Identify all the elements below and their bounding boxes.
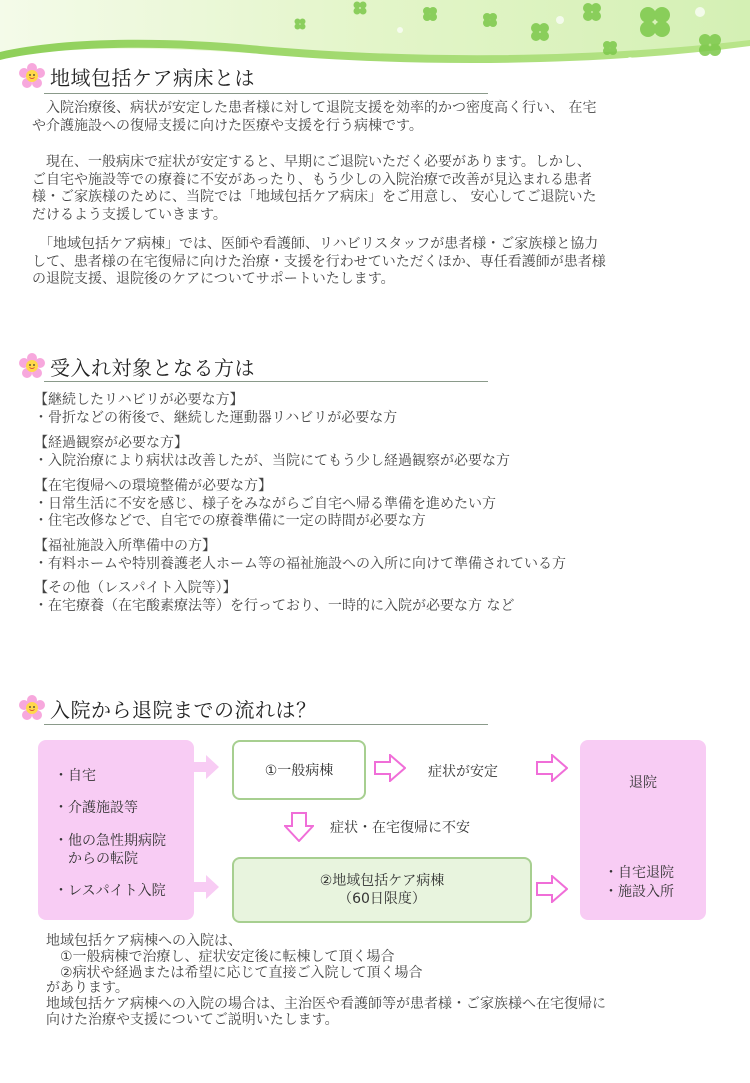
source-respite: ・レスパイト入院	[54, 883, 166, 899]
source-other-hospital-transfer: からの転院	[54, 851, 138, 867]
section3-divider	[44, 724, 488, 725]
section3-title: 入院から退院までの流れは？	[50, 697, 317, 722]
target-group-home-return: 【在宅復帰への環境整備が必要な方】 ・日常生活に不安を感じ、様子をみながらご自宅へ帰る準備を進めたい方 ・住宅改修などで、自宅での療養準備に一定の時間が必要な方	[34, 478, 496, 529]
section1-paragraph-1: 入院治療後、病状が安定した患者様に対して退院支援を効率的かつ密度高く行い、 在宅 や介護施設への復帰支援に向けた医療や支援を行う病棟です。	[32, 100, 597, 134]
discharge-home: ・自宅退院	[604, 865, 674, 881]
arrow-right-icon	[536, 754, 568, 782]
target-group-observation: 【経過観察が必要な方】 ・入院治療により病状は改善したが、当院にてもう少し経過観察が必要な方	[34, 435, 510, 469]
flower-icon	[18, 694, 46, 722]
section1-heading	[18, 60, 255, 92]
stable-label: 症状が安定	[428, 764, 498, 780]
target-group-rehab: 【継続したリハビリが必要な方】 ・骨折などの術後で、継続した運動器リハビリが必要な方	[34, 392, 398, 426]
arrow-right-icon	[194, 875, 220, 899]
source-other-hospital: ・他の急性期病院	[54, 833, 166, 849]
section1-title: 地域包括ケア病床とは	[50, 65, 255, 90]
section1-paragraph-3: 「地域包括ケア病棟」では、医師や看護師、リハビリスタッフが患者様・ご家族様と協力 して、患者様の在宅復帰に向けた治療・支援を行わせていただくほか、専任看護師が患者様 の退院支援、退院後のケアについてサポートいたします。	[32, 236, 606, 287]
flower-icon	[18, 62, 46, 90]
section1-paragraph-2: 現在、一般病床で症状が安定すると、早期にご退院いただく必要があります。しかし、 ご自宅や施設等での療養に不安があったり、もう少しの入院治療で改善が見込まれる患者 様・ご家族様のために、当院では「地域包括ケア病床」をご用意し、 安心してご退院いた だけるよう支援していきます。	[32, 154, 597, 223]
admission-explanation: 地域包括ケア病棟への入院は、 ①一般病棟で治療し、症状安定後に転棟して頂く場合 ②病状や経過または希望に応じて直接ご入院して頂く場合 があります。 地域包括ケア病棟への入院の場合は、主治医や看護師等が患者様・ご家族様へ在宅復帰に 向けた治療や支援についてご説明いたします。	[46, 933, 606, 1028]
arrow-right-icon	[194, 755, 220, 779]
general-ward-label: ①一般病棟	[264, 763, 334, 779]
arrow-right-icon	[374, 754, 406, 782]
section2-heading	[18, 350, 255, 382]
section3-heading	[18, 692, 317, 724]
discharge-facility: ・施設入所	[604, 884, 674, 900]
arrow-right-icon	[536, 875, 568, 903]
source-care-facility: ・介護施設等	[54, 800, 138, 816]
community-care-ward-limit: （60日限度）	[338, 891, 426, 907]
arrow-down-icon	[284, 812, 314, 842]
section2-divider	[44, 381, 488, 382]
section2-title: 受入れ対象となる方は	[50, 355, 255, 380]
section1-divider	[44, 93, 488, 94]
target-group-other: 【その他（レスパイト入院等）】 ・在宅療養（在宅酸素療法等）を行っており、一時的に入院が必要な方 など	[34, 580, 515, 614]
discharge-label: 退院	[629, 775, 657, 791]
source-home: ・自宅	[54, 768, 96, 784]
community-care-ward-label: ②地域包括ケア病棟	[319, 873, 445, 889]
target-group-facility: 【福祉施設入所準備中の方】 ・有料ホームや特別養護老人ホーム等の福祉施設への入所に向けて準備されている方	[34, 538, 566, 572]
anxiety-label: 症状・在宅復帰に不安	[330, 820, 470, 836]
flower-icon	[18, 352, 46, 380]
